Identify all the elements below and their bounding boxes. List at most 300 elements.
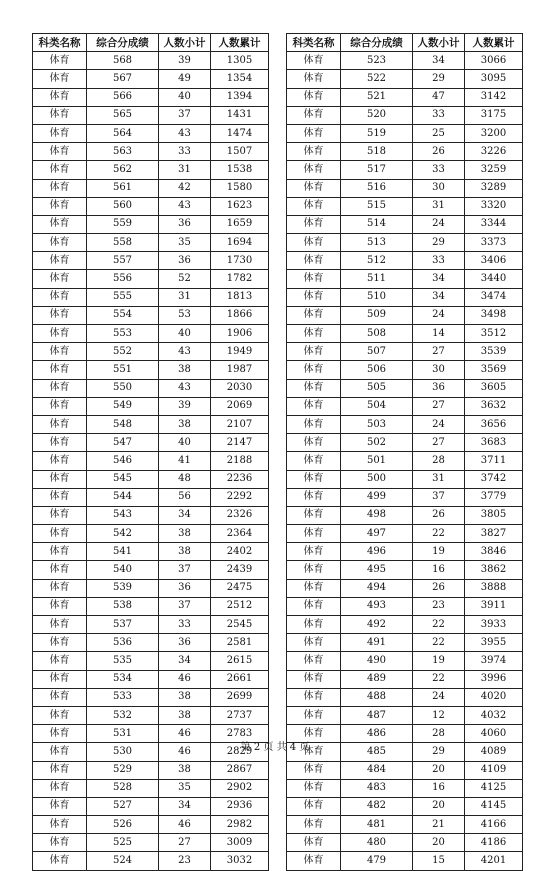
cell-cumulative: 2661 xyxy=(211,670,269,688)
table-row xyxy=(33,761,269,779)
table-row xyxy=(33,288,269,306)
table-row xyxy=(33,543,269,561)
cell-category: 体育 xyxy=(287,88,341,106)
cell-score: 554 xyxy=(87,306,159,324)
cell-count: 34 xyxy=(413,270,465,288)
cell-category: 体育 xyxy=(287,415,341,433)
cell-score: 559 xyxy=(87,215,159,233)
cell-category: 体育 xyxy=(33,106,87,124)
table-row xyxy=(33,488,269,506)
table-row xyxy=(287,70,523,88)
table-row xyxy=(33,397,269,415)
cell-cumulative: 4201 xyxy=(465,852,523,870)
table-row xyxy=(33,161,269,179)
cell-count: 46 xyxy=(159,816,211,834)
cell-count: 29 xyxy=(413,70,465,88)
cell-category: 体育 xyxy=(287,52,341,70)
cell-category: 体育 xyxy=(33,670,87,688)
table-row xyxy=(287,816,523,834)
cell-category: 体育 xyxy=(33,179,87,197)
table-row xyxy=(287,88,523,106)
cell-count: 23 xyxy=(159,852,211,870)
cell-count: 42 xyxy=(159,179,211,197)
cell-count: 21 xyxy=(413,816,465,834)
cell-category: 体育 xyxy=(287,634,341,652)
cell-category: 体育 xyxy=(287,616,341,634)
table-row xyxy=(287,616,523,634)
cell-cumulative: 3440 xyxy=(465,270,523,288)
cell-count: 36 xyxy=(159,579,211,597)
cell-score: 489 xyxy=(341,670,413,688)
cell-count: 29 xyxy=(413,743,465,761)
cell-category: 体育 xyxy=(287,797,341,815)
cell-count: 37 xyxy=(413,488,465,506)
cell-cumulative: 1580 xyxy=(211,179,269,197)
header-category: 科类名称 xyxy=(33,34,87,52)
table-row xyxy=(287,343,523,361)
cell-cumulative: 3226 xyxy=(465,143,523,161)
cell-count: 38 xyxy=(159,688,211,706)
table-row xyxy=(287,415,523,433)
cell-cumulative: 3683 xyxy=(465,434,523,452)
cell-cumulative: 4089 xyxy=(465,743,523,761)
cell-cumulative: 3996 xyxy=(465,670,523,688)
cell-cumulative: 2364 xyxy=(211,525,269,543)
cell-category: 体育 xyxy=(33,543,87,561)
cell-cumulative: 3406 xyxy=(465,252,523,270)
cell-category: 体育 xyxy=(33,70,87,88)
cell-count: 47 xyxy=(413,88,465,106)
cell-score: 513 xyxy=(341,234,413,252)
cell-count: 22 xyxy=(413,616,465,634)
cell-count: 26 xyxy=(413,143,465,161)
cell-score: 552 xyxy=(87,343,159,361)
cell-cumulative: 3066 xyxy=(465,52,523,70)
cell-category: 体育 xyxy=(33,506,87,524)
cell-count: 36 xyxy=(413,379,465,397)
cell-category: 体育 xyxy=(287,143,341,161)
cell-category: 体育 xyxy=(33,852,87,870)
cell-cumulative: 2699 xyxy=(211,688,269,706)
cell-score: 562 xyxy=(87,161,159,179)
cell-count: 31 xyxy=(159,161,211,179)
table-row xyxy=(287,525,523,543)
cell-cumulative: 1949 xyxy=(211,343,269,361)
table-row xyxy=(33,470,269,488)
cell-category: 体育 xyxy=(33,88,87,106)
cell-count: 26 xyxy=(413,579,465,597)
table-row xyxy=(287,706,523,724)
cell-category: 体育 xyxy=(287,561,341,579)
cell-score: 561 xyxy=(87,179,159,197)
cell-cumulative: 1305 xyxy=(211,52,269,70)
cell-category: 体育 xyxy=(33,488,87,506)
cell-cumulative: 3142 xyxy=(465,88,523,106)
table-row xyxy=(287,506,523,524)
cell-category: 体育 xyxy=(33,52,87,70)
cell-cumulative: 3200 xyxy=(465,124,523,142)
table-row xyxy=(287,397,523,415)
cell-score: 550 xyxy=(87,379,159,397)
cell-score: 508 xyxy=(341,325,413,343)
cell-score: 506 xyxy=(341,361,413,379)
table-row xyxy=(287,688,523,706)
cell-score: 564 xyxy=(87,124,159,142)
cell-cumulative: 3933 xyxy=(465,616,523,634)
table-row xyxy=(33,325,269,343)
cell-count: 30 xyxy=(413,361,465,379)
cell-count: 36 xyxy=(159,252,211,270)
table-row xyxy=(287,106,523,124)
cell-count: 34 xyxy=(159,797,211,815)
cell-cumulative: 3259 xyxy=(465,161,523,179)
table-row xyxy=(33,797,269,815)
cell-count: 15 xyxy=(413,852,465,870)
table-row xyxy=(287,161,523,179)
table-row xyxy=(33,343,269,361)
cell-cumulative: 2867 xyxy=(211,761,269,779)
cell-cumulative: 3289 xyxy=(465,179,523,197)
cell-cumulative: 1507 xyxy=(211,143,269,161)
cell-score: 479 xyxy=(341,852,413,870)
cell-score: 487 xyxy=(341,706,413,724)
cell-category: 体育 xyxy=(33,343,87,361)
cell-cumulative: 2783 xyxy=(211,725,269,743)
cell-cumulative: 2107 xyxy=(211,415,269,433)
cell-count: 24 xyxy=(413,688,465,706)
cell-count: 16 xyxy=(413,779,465,797)
table-row xyxy=(287,797,523,815)
cell-count: 33 xyxy=(413,252,465,270)
cell-score: 525 xyxy=(87,834,159,852)
cell-cumulative: 1431 xyxy=(211,106,269,124)
cell-count: 38 xyxy=(159,415,211,433)
cell-count: 46 xyxy=(159,743,211,761)
table-row xyxy=(33,124,269,142)
cell-count: 33 xyxy=(413,161,465,179)
cell-cumulative: 2982 xyxy=(211,816,269,834)
cell-category: 体育 xyxy=(287,525,341,543)
table-row xyxy=(33,106,269,124)
cell-category: 体育 xyxy=(33,215,87,233)
cell-score: 542 xyxy=(87,525,159,543)
cell-category: 体育 xyxy=(287,779,341,797)
cell-score: 537 xyxy=(87,616,159,634)
cell-category: 体育 xyxy=(287,215,341,233)
cell-category: 体育 xyxy=(287,434,341,452)
cell-count: 14 xyxy=(413,325,465,343)
cell-score: 568 xyxy=(87,52,159,70)
cell-category: 体育 xyxy=(287,743,341,761)
cell-category: 体育 xyxy=(33,270,87,288)
cell-score: 498 xyxy=(341,506,413,524)
cell-count: 23 xyxy=(413,597,465,615)
cell-score: 563 xyxy=(87,143,159,161)
cell-cumulative: 1730 xyxy=(211,252,269,270)
cell-score: 490 xyxy=(341,652,413,670)
table-row xyxy=(33,270,269,288)
cell-score: 548 xyxy=(87,415,159,433)
table-row xyxy=(33,234,269,252)
cell-cumulative: 2326 xyxy=(211,506,269,524)
cell-count: 34 xyxy=(159,652,211,670)
cell-count: 37 xyxy=(159,597,211,615)
cell-score: 482 xyxy=(341,797,413,815)
cell-cumulative: 1474 xyxy=(211,124,269,142)
table-row xyxy=(287,379,523,397)
cell-count: 43 xyxy=(159,124,211,142)
table-row xyxy=(33,852,269,870)
cell-count: 20 xyxy=(413,797,465,815)
cell-count: 36 xyxy=(159,215,211,233)
cell-count: 39 xyxy=(159,397,211,415)
cell-category: 体育 xyxy=(33,234,87,252)
cell-score: 509 xyxy=(341,306,413,324)
cell-score: 551 xyxy=(87,361,159,379)
cell-category: 体育 xyxy=(287,852,341,870)
table-row xyxy=(33,143,269,161)
cell-score: 560 xyxy=(87,197,159,215)
cell-count: 28 xyxy=(413,725,465,743)
cell-category: 体育 xyxy=(287,543,341,561)
cell-score: 565 xyxy=(87,106,159,124)
header-cumulative: 人数累计 xyxy=(465,34,523,52)
cell-score: 485 xyxy=(341,743,413,761)
cell-score: 523 xyxy=(341,52,413,70)
table-row xyxy=(287,652,523,670)
table-row xyxy=(287,543,523,561)
page-footer: 第 2 页 共 4 页 xyxy=(240,742,310,753)
cell-count: 34 xyxy=(413,52,465,70)
cell-category: 体育 xyxy=(33,579,87,597)
table-row xyxy=(287,325,523,343)
table-row xyxy=(33,361,269,379)
cell-cumulative: 4020 xyxy=(465,688,523,706)
cell-cumulative: 2615 xyxy=(211,652,269,670)
cell-count: 40 xyxy=(159,434,211,452)
cell-category: 体育 xyxy=(287,579,341,597)
cell-cumulative: 4060 xyxy=(465,725,523,743)
cell-category: 体育 xyxy=(287,361,341,379)
cell-score: 556 xyxy=(87,270,159,288)
table-row xyxy=(33,252,269,270)
cell-cumulative: 3009 xyxy=(211,834,269,852)
cell-cumulative: 3512 xyxy=(465,325,523,343)
cell-score: 531 xyxy=(87,725,159,743)
cell-category: 体育 xyxy=(287,652,341,670)
cell-score: 501 xyxy=(341,452,413,470)
table-row xyxy=(287,215,523,233)
cell-category: 体育 xyxy=(33,525,87,543)
cell-category: 体育 xyxy=(33,652,87,670)
cell-category: 体育 xyxy=(287,506,341,524)
cell-cumulative: 3779 xyxy=(465,488,523,506)
cell-count: 22 xyxy=(413,670,465,688)
cell-count: 27 xyxy=(413,343,465,361)
table-row xyxy=(33,525,269,543)
table-row xyxy=(287,179,523,197)
cell-category: 体育 xyxy=(33,688,87,706)
cell-category: 体育 xyxy=(287,161,341,179)
table-row xyxy=(287,124,523,142)
table-row xyxy=(287,197,523,215)
cell-cumulative: 2439 xyxy=(211,561,269,579)
table-row xyxy=(33,306,269,324)
table-row xyxy=(33,779,269,797)
cell-count: 38 xyxy=(159,761,211,779)
cell-count: 19 xyxy=(413,652,465,670)
cell-category: 体育 xyxy=(287,452,341,470)
cell-cumulative: 1906 xyxy=(211,325,269,343)
cell-count: 29 xyxy=(413,234,465,252)
cell-score: 528 xyxy=(87,779,159,797)
cell-category: 体育 xyxy=(33,725,87,743)
table-row xyxy=(33,197,269,215)
table-row xyxy=(287,579,523,597)
cell-cumulative: 3373 xyxy=(465,234,523,252)
cell-count: 36 xyxy=(159,634,211,652)
cell-category: 体育 xyxy=(287,234,341,252)
cell-category: 体育 xyxy=(287,379,341,397)
cell-category: 体育 xyxy=(287,597,341,615)
cell-score: 500 xyxy=(341,470,413,488)
cell-count: 40 xyxy=(159,325,211,343)
cell-score: 567 xyxy=(87,70,159,88)
cell-score: 522 xyxy=(341,70,413,88)
cell-cumulative: 4186 xyxy=(465,834,523,852)
cell-cumulative: 2236 xyxy=(211,470,269,488)
cell-cumulative: 3805 xyxy=(465,506,523,524)
cell-score: 543 xyxy=(87,506,159,524)
cell-cumulative: 3175 xyxy=(465,106,523,124)
cell-cumulative: 1394 xyxy=(211,88,269,106)
cell-cumulative: 2829 xyxy=(211,743,269,761)
cell-cumulative: 3888 xyxy=(465,579,523,597)
cell-score: 558 xyxy=(87,234,159,252)
cell-count: 30 xyxy=(413,179,465,197)
cell-score: 502 xyxy=(341,434,413,452)
table-row xyxy=(287,252,523,270)
cell-score: 512 xyxy=(341,252,413,270)
cell-score: 538 xyxy=(87,597,159,615)
table-row xyxy=(287,361,523,379)
cell-score: 496 xyxy=(341,543,413,561)
cell-score: 507 xyxy=(341,343,413,361)
cell-count: 35 xyxy=(159,779,211,797)
cell-category: 体育 xyxy=(287,288,341,306)
table-row xyxy=(33,415,269,433)
cell-category: 体育 xyxy=(287,688,341,706)
cell-category: 体育 xyxy=(33,797,87,815)
cell-count: 33 xyxy=(413,106,465,124)
cell-cumulative: 3539 xyxy=(465,343,523,361)
cell-count: 49 xyxy=(159,70,211,88)
cell-cumulative: 3846 xyxy=(465,543,523,561)
cell-category: 体育 xyxy=(287,343,341,361)
header-count: 人数小计 xyxy=(159,34,211,52)
cell-score: 510 xyxy=(341,288,413,306)
cell-score: 536 xyxy=(87,634,159,652)
cell-cumulative: 2292 xyxy=(211,488,269,506)
cell-category: 体育 xyxy=(33,834,87,852)
cell-cumulative: 3955 xyxy=(465,634,523,652)
cell-cumulative: 2188 xyxy=(211,452,269,470)
table-row xyxy=(287,234,523,252)
table-row xyxy=(287,470,523,488)
cell-cumulative: 1866 xyxy=(211,306,269,324)
cell-score: 491 xyxy=(341,634,413,652)
cell-count: 25 xyxy=(413,124,465,142)
cell-category: 体育 xyxy=(287,470,341,488)
cell-cumulative: 4166 xyxy=(465,816,523,834)
cell-score: 516 xyxy=(341,179,413,197)
cell-count: 35 xyxy=(159,234,211,252)
cell-count: 53 xyxy=(159,306,211,324)
cell-count: 46 xyxy=(159,670,211,688)
cell-cumulative: 1538 xyxy=(211,161,269,179)
header-cumulative: 人数累计 xyxy=(211,34,269,52)
cell-category: 体育 xyxy=(287,761,341,779)
cell-cumulative: 3742 xyxy=(465,470,523,488)
cell-count: 37 xyxy=(159,106,211,124)
cell-score: 517 xyxy=(341,161,413,179)
cell-count: 38 xyxy=(159,525,211,543)
cell-score: 545 xyxy=(87,470,159,488)
table-row xyxy=(33,215,269,233)
cell-score: 539 xyxy=(87,579,159,597)
table-row xyxy=(33,70,269,88)
cell-category: 体育 xyxy=(287,270,341,288)
cell-category: 体育 xyxy=(287,124,341,142)
table-row xyxy=(33,616,269,634)
cell-count: 33 xyxy=(159,143,211,161)
cell-count: 27 xyxy=(159,834,211,852)
cell-count: 28 xyxy=(413,452,465,470)
cell-count: 40 xyxy=(159,88,211,106)
table-row xyxy=(287,779,523,797)
cell-category: 体育 xyxy=(287,725,341,743)
table-row xyxy=(287,452,523,470)
table-row xyxy=(287,597,523,615)
cell-count: 48 xyxy=(159,470,211,488)
cell-category: 体育 xyxy=(33,361,87,379)
cell-cumulative: 4109 xyxy=(465,761,523,779)
cell-count: 20 xyxy=(413,761,465,779)
cell-category: 体育 xyxy=(33,252,87,270)
cell-category: 体育 xyxy=(287,306,341,324)
cell-category: 体育 xyxy=(33,706,87,724)
cell-count: 12 xyxy=(413,706,465,724)
cell-count: 43 xyxy=(159,379,211,397)
cell-score: 518 xyxy=(341,143,413,161)
cell-cumulative: 1694 xyxy=(211,234,269,252)
cell-score: 532 xyxy=(87,706,159,724)
cell-score: 557 xyxy=(87,252,159,270)
cell-count: 31 xyxy=(159,288,211,306)
cell-count: 33 xyxy=(159,616,211,634)
table-row xyxy=(33,670,269,688)
table-row xyxy=(33,179,269,197)
cell-count: 52 xyxy=(159,270,211,288)
cell-cumulative: 2737 xyxy=(211,706,269,724)
table-row xyxy=(33,706,269,724)
cell-category: 体育 xyxy=(33,143,87,161)
cell-cumulative: 3344 xyxy=(465,215,523,233)
cell-count: 38 xyxy=(159,706,211,724)
table-row xyxy=(287,852,523,870)
cell-cumulative: 2545 xyxy=(211,616,269,634)
cell-count: 22 xyxy=(413,525,465,543)
